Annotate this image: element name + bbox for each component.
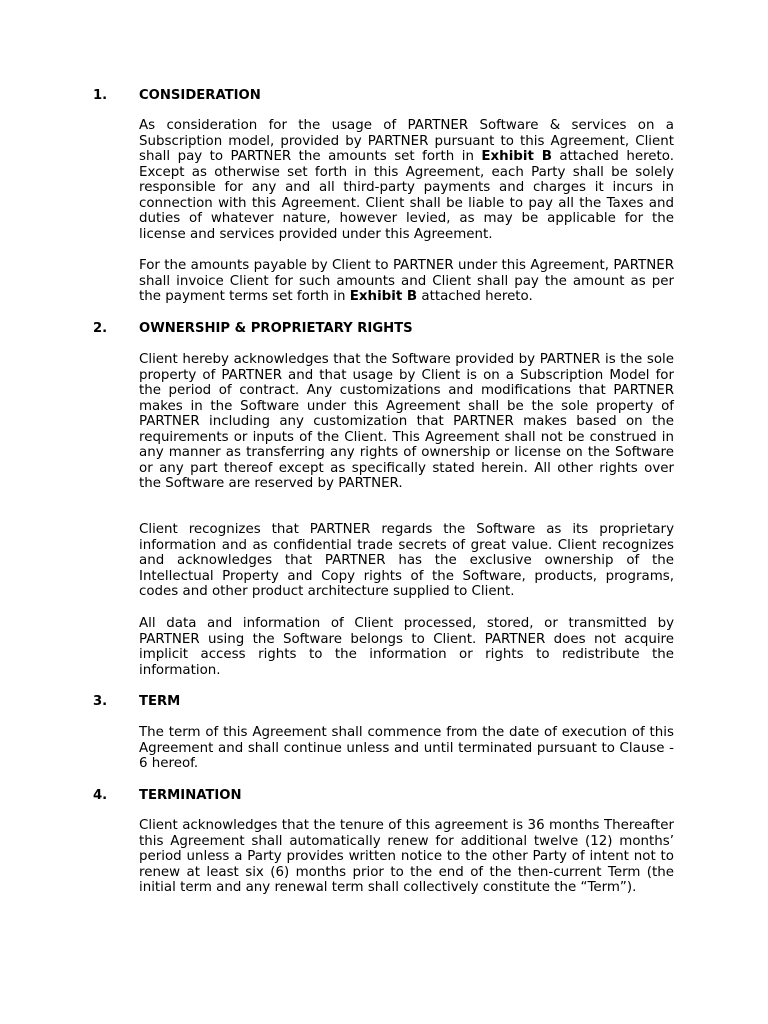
section-term <box>93 694 674 709</box>
section-heading <box>93 88 674 103</box>
section-ownership <box>93 321 674 336</box>
section-title: TERMINATION <box>139 788 242 803</box>
text-run: attached hereto. <box>417 289 533 305</box>
section-number: 1. <box>93 88 108 103</box>
section-title: TERM <box>139 694 181 709</box>
section-title: CONSIDERATION <box>139 88 261 103</box>
section-heading <box>93 321 674 336</box>
consideration-paragraph-2 <box>139 258 674 305</box>
ownership-paragraph-2: Client recognizes that PARTNER regards the Software as its proprietary information and as confidential trade secrets of great value. Client recognizes and acknowledges that PARTNER has the exclusive ownership of the Intellectual Property and Copy rights of the Software, products, programs, codes and other product architecture supplied to Client. <box>139 522 674 600</box>
section-heading <box>93 788 674 803</box>
text-run: As consideration for the usage of PARTNER Software & services on a Subscription model, provided by PARTNER pursuant to this Agreement, Client shall pay to PARTNER the amounts set forth in <box>139 118 674 165</box>
section-title: OWNERSHIP & PROPRIETARY RIGHTS <box>139 321 413 336</box>
section-termination <box>93 788 674 803</box>
section-consideration <box>93 88 674 103</box>
section-number: 4. <box>93 788 108 803</box>
section-number: 2. <box>93 321 108 336</box>
term-paragraph: The term of this Agreement shall commence from the date of execution of this Agreement and shall continue unless and until terminated pursuant to Clause - 6 hereof. <box>139 725 674 772</box>
text-run: attached hereto. Except as otherwise set forth in this Agreement, each Party shall be solely responsible for any and all third-party payments and charges it incurs in connection with this Agreement. Client shall be liable to pay all the Taxes and duties of whatever nature, however levied, as may be applicable for the license and services provided under this Agreement. <box>139 149 674 242</box>
ownership-paragraph-1: Client hereby acknowledges that the Software provided by PARTNER is the sole property of PARTNER and that usage by Client is on a Subscription Model for the period of contract. Any customizations and modifications that PARTNER makes in the Software under this Agreement shall be the sole property of PARTNER including any customization that PARTNER makes based on the requirements or inputs of the Client. This Agreement shall not be construed in any manner as transferring any rights of ownership or license on the Software or any part thereof except as specifically stated herein. All other rights over the Software are reserved by PARTNER. <box>139 352 674 492</box>
ownership-paragraph-3: All data and information of Client processed, stored, or transmitted by PARTNER using the Software belongs to Client. PARTNER does not acquire implicit access rights to the information or rights to redistribute the information. <box>139 616 674 678</box>
section-heading <box>93 694 674 709</box>
exhibit-reference: Exhibit B <box>349 289 418 305</box>
consideration-paragraph-1 <box>139 118 674 242</box>
section-number: 3. <box>93 694 108 709</box>
text-run: For the amounts payable by Client to PARTNER under this Agreement, PARTNER shall invoice Client for such amounts and Client shall pay the amount as per the payment terms set forth in <box>139 258 674 305</box>
exhibit-reference: Exhibit B <box>481 149 552 165</box>
termination-paragraph: Client acknowledges that the tenure of this agreement is 36 months Thereafter this Agreement shall automatically renew for additional twelve (12) months’ period unless a Party provides written notice to the other Party of intent not to renew at least six (6) months prior to the end of the then-current Term (the initial term and any renewal term shall collectively constitute the “Term”). <box>139 818 674 896</box>
